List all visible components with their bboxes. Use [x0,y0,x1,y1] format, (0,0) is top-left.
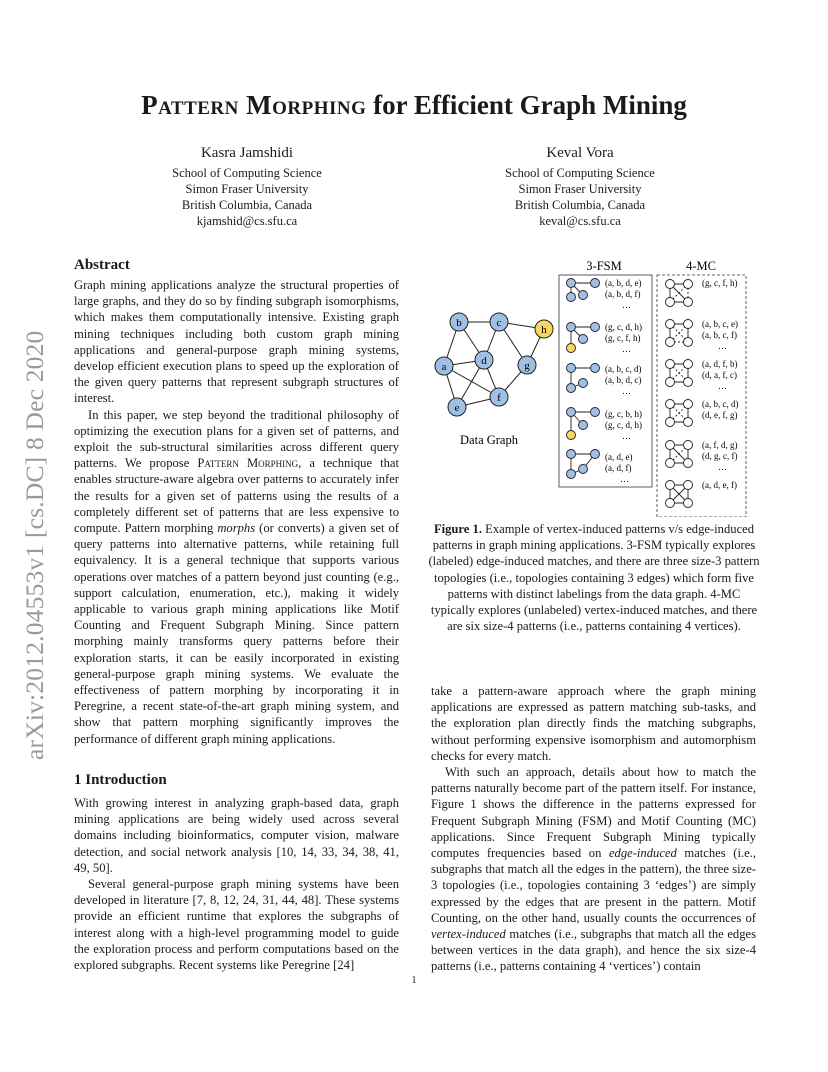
author-school: School of Computing Science [505,166,655,180]
pattern-vertex [591,408,600,417]
pattern-vertex [567,279,576,288]
mc-match: (a, f, d, g) [702,440,738,450]
mc-match: (g, c, f, h) [702,278,738,288]
pattern-vertex-highlight [567,431,576,440]
right-paragraph-1: take a pattern-aware approach where the graph mining applications are expressed as pattern matching sub-tasks, and the exploration plan directly finds the matching subgraphs, without performing expensive isomorphism and automorphism checks for every match. [431,684,756,763]
pattern-vertex [567,384,576,393]
fsm-ellipsis: … [622,300,631,310]
fsm-ellipsis: … [620,474,629,484]
fsm-ellipsis: … [622,431,631,441]
text-run: , a technique that enables structure-aware algebra over patterns to accurately infer the results for a given set of patterns using the results of a completely different set of patterns that are less expensive to compute. Pattern morphing [74,456,399,536]
mc-pattern-labels [702,278,738,490]
author-school: School of Computing Science [172,166,322,180]
emphasis: vertex-induced [431,927,506,942]
fsm-match: (g, c, f, h) [605,333,641,343]
author-email[interactable]: keval@cs.sfu.ca [539,214,621,228]
mc-match: (a, b, c, f) [702,330,737,340]
author-email[interactable]: kjamshid@cs.sfu.ca [196,214,298,228]
author-region: British Columbia, Canada [181,198,313,212]
pattern-vertex [579,291,588,300]
pattern-vertex [591,450,600,459]
mc-ellipsis: … [718,341,727,351]
text-run: In this paper, we step beyond the traditional philosophy of optimizing the execution plans for a given set of patterns, and exploit the sub-structural similarities across different query patterns. We propose [74,407,399,471]
fsm-match: (g, c, d, h) [605,420,642,430]
abstract-paragraph-2 [74,407,399,747]
pattern-vertex [567,293,576,302]
abstract-paragraph-1: Graph mining applications analyze the structural properties of large graphs, and they do so by finding subgraph isomorphisms, which makes them computationally intensive. Existing graph mining techniques including both custom graph mining applications and general-purpose graph mining systems, develop efficient execution plans to speed up the exploration of the given query patterns that represent subgraph structures of interest. [74,278,399,406]
vertex-label-e: e [454,402,460,414]
fsm-match: (a, b, c, d) [605,364,642,374]
pattern-vertex [579,465,588,474]
text-run: With such an approach, details about how to match the patterns naturally become part of the pattern itself. For instance, Figure 1 shows the difference in the patterns expressed for Frequent Subgraph Mining (FSM) and Motif Counting (MC) applications. Since Frequent Subgraph Mining typically computes frequencies based on [431,765,756,861]
pattern-vertex-highlight [567,344,576,353]
mc-match: (d, e, f, g) [702,410,738,420]
text-run: (or converts) a given set of query patterns into alternative patterns, while retaining full equivalency. It is a general technique that supports various operations over matches of a pattern beyond just counting (e.g., support calculation, enumeration, etc.), making it widely applicable to various graph mining applications like Motif Counting and Frequent Subgraph Mining. Since pattern morphing mainly transforms query patterns before their exploration starts, it can be easily incorporated in existing general-purpose graph mining systems. We evaluate the effectiveness of pattern morphing by incorporating it in Peregrine, a recent state-of-the-art graph mining system, and show that pattern morphing significantly improves the performance of different graph mining applications. [74,521,399,746]
pattern-vertex [579,335,588,344]
mc-match: (d, a, f, c) [702,370,737,380]
vertex-label-d: d [481,355,487,367]
author-university: Simon Fraser University [518,182,642,196]
fsm-ellipsis: … [622,386,631,396]
fsm-panel-title: 3-FSM [586,259,622,273]
mc-match: (d, g, c, f) [702,451,738,461]
arxiv-identifier: arXiv:2012.04553v1 [cs.DC] 8 Dec 2020 [20,330,49,760]
fsm-patterns [567,279,600,479]
vertex-label-g: g [524,360,530,372]
vertex-label-c: c [496,317,502,329]
figure-1 [420,255,760,517]
author-name: Kasra Jamshidi [200,145,294,161]
abstract-heading: Abstract [74,257,130,273]
vertex-label-f: f [497,392,501,404]
caption-label: Figure 1. [433,522,482,536]
figure-caption [428,521,760,634]
emphasis: morphs [217,521,256,536]
title-system-name: Pattern Morphing [141,90,367,120]
emphasis: edge-induced [608,846,677,861]
abstract-body [74,277,399,747]
data-graph-vertices [435,313,553,416]
section-heading-introduction: 1 Introduction [74,772,167,788]
pattern-vertex [567,323,576,332]
pattern-vertex [567,470,576,479]
fsm-pattern-labels [605,278,642,484]
mc-match: (a, d, f, b) [702,359,738,369]
system-name: Pattern Morphing [197,456,299,471]
vertex-label-h: h [541,324,547,336]
fsm-ellipsis: … [622,344,631,354]
paper-title [0,90,828,121]
pattern-vertex [567,450,576,459]
mc-match: (a, b, c, d) [702,399,739,409]
author-university: Simon Fraser University [185,182,309,196]
fsm-match: (a, b, d, f) [605,289,641,299]
author-block-1 [147,143,347,229]
right-paragraph-2 [431,764,756,975]
mc-ellipsis: … [718,381,727,391]
pattern-vertex [579,421,588,430]
title-rest: for Efficient Graph Mining [366,90,687,120]
fsm-match: (a, b, d, c) [605,375,642,385]
pattern-vertex [591,364,600,373]
mc-match: (a, d, e, f) [702,480,737,490]
fsm-match: (a, d, e) [605,452,633,462]
caption-text: Example of vertex-induced patterns v/s edge-induced patterns in graph mining applications. 3-FSM typically explores (labeled) edge-induced matches, and there are three size-3 pattern topologies (i.e., topologies containing 3 edges) which form five patterns with distinct labelings from the data graph. 4-MC typically explores (unlabeled) vertex-induced matches, and there are six size-4 patterns (i.e., patterns containing 4 vertices). [428,522,760,634]
author-block-2 [480,143,680,229]
text-run: matches (i.e., subgraphs that match all the edges between vertices in the data graph), and hence the six size-4 patterns (i.e., patterns containing 4 ‘vertices’) contain [431,927,756,974]
vertex-label-a: a [441,361,447,373]
pattern-vertex [591,279,600,288]
pattern-vertex [567,364,576,373]
intro-paragraph-1: With growing interest in analyzing graph-based data, graph mining applications are being widely used across several domains including bioinformatics, computer vision, malware detection, and social network analysis [10, 14, 33, 34, 38, 41, 49, 50]. [74,796,399,875]
mc-ellipsis: … [718,462,727,472]
vertex-label-b: b [456,317,462,329]
fsm-match: (a, b, d, e) [605,278,642,288]
fsm-match: (g, c, d, h) [605,322,642,332]
author-name: Keval Vora [546,145,614,161]
intro-paragraph-2: Several general-purpose graph mining systems have been developed in literature [7, 8, 12, 24, 31, 44, 48]. These systems provide an efficient runtime that explores the subgraphs of interest along with a high-level programming model to guide the exploration process and perform computations based on the explored subgraphs. Recent systems like Peregrine [24] [74,877,399,973]
text-run: matches (i.e., subgraphs that match all the edges in the pattern), the three size-3 topologies (i.e., topologies containing 3 ‘edges’) are simply expressed by the edges that are present in the pattern. Motif Counting, on the other hand, usually counts the occurrences of [431,846,756,925]
pattern-vertex [579,379,588,388]
introduction-body [74,795,399,973]
pattern-vertex [567,408,576,417]
page-number: 1 [411,975,417,986]
fsm-match: (a, d, f) [605,463,632,473]
author-region: British Columbia, Canada [514,198,646,212]
mc-patterns [666,280,693,508]
data-graph-label: Data Graph [460,433,518,447]
mc-match: (a, b, c, e) [702,319,738,329]
fsm-match: (g, c, b, h) [605,409,642,419]
right-column-body [431,683,756,975]
mc-panel-title: 4-MC [686,259,716,273]
pattern-vertex [591,323,600,332]
